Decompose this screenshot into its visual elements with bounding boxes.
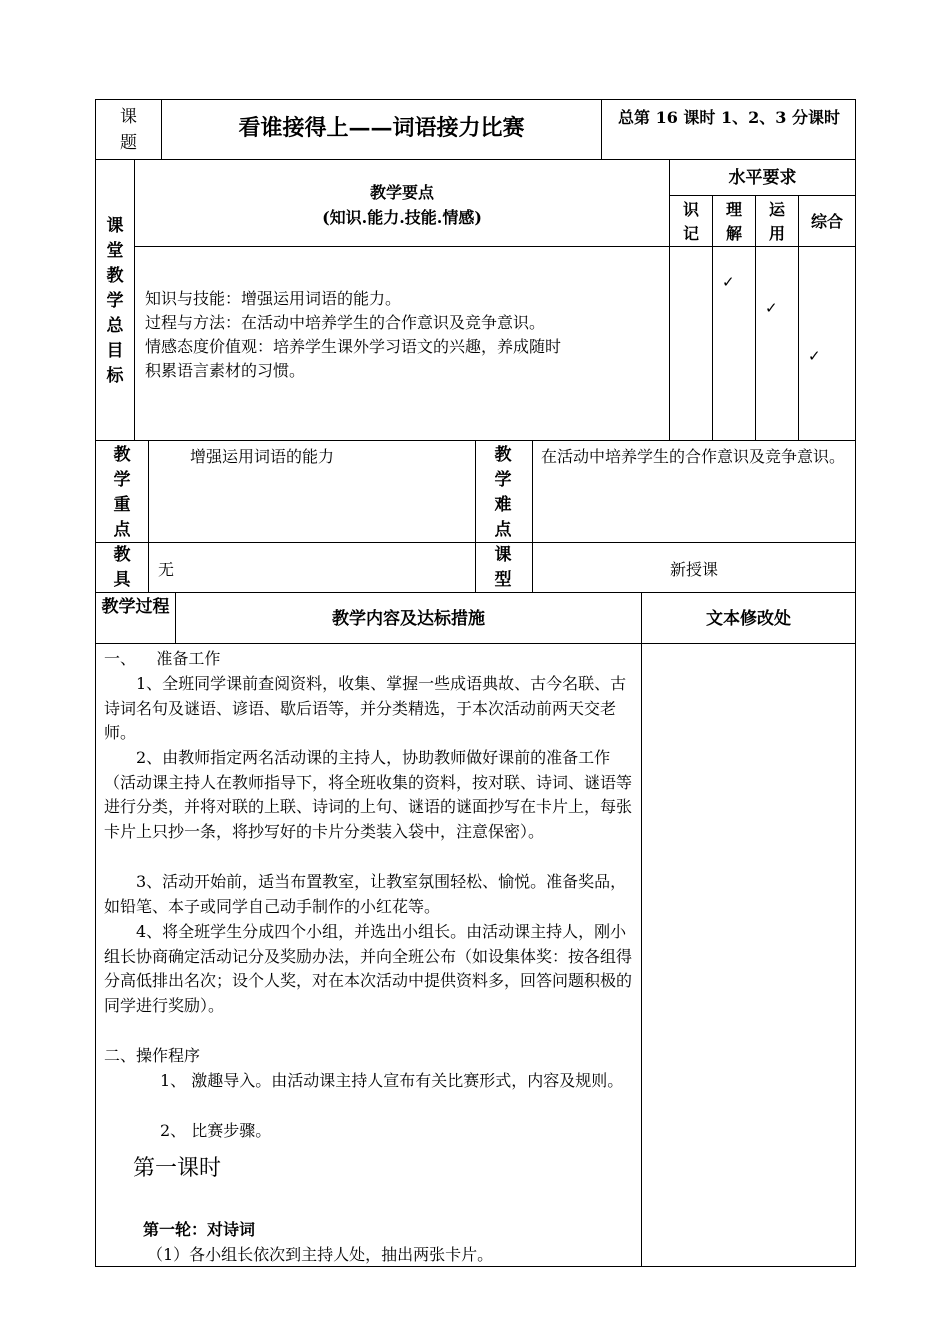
level-heading: 水平要求 [728,168,797,188]
lesson-hours: 总第 16 课时 1、2、3 分课时 [618,108,840,127]
prep-paragraph: 1、全班同学课前查阅资料，收集、掌握一些成语典故、古今名联、古诗词名句及谜语、谚语、歇后语等，并分类精选，于本次活动前两天交老师。 [104,674,627,743]
check-icon: ✓ [765,299,778,317]
objectives-side-label: 课堂教学总目标 [106,216,124,386]
divider [669,159,670,441]
table-border-left [95,99,96,1267]
divider [148,440,149,593]
procedure-step: 2、 比赛步骤。 [160,1121,272,1140]
procedure-step: 1、 激趣导入。由活动课主持人宣布有关比赛形式，内容及规则。 [160,1071,624,1090]
type-label: 课型 [494,545,512,590]
key-point-value: 增强运用词语的能力 [190,447,335,466]
level-col-remember: 识记 [682,200,699,243]
process-col-content: 教学内容及达标措施 [332,609,485,629]
lesson-title: 看谁接得上——词语接力比赛 [238,115,525,141]
check-icon: ✓ [722,273,735,291]
table-border-top [95,99,856,100]
divider [95,159,856,160]
prep-paragraph: 2、由教师指定两名活动课的主持人，协助教师做好课前的准备工作（活动课主持人在教师指导下，将全班收集的资料，按对联、诗词、谜语等进行分类，并将对联的上联、诗词的上句、谜语的谜面抄写在卡片上，每张卡片上只抄一条，将抄写好的卡片分类装入袋中，注意保密）。 [104,748,633,841]
section-procedure-title: 二、操作程序 [104,1046,201,1065]
type-value: 新授课 [669,560,718,579]
round-one-heading: 第一轮：对诗词 [143,1220,256,1239]
difficulty-value: 在活动中培养学生的合作意识及竞争意识。 [541,447,846,466]
divider [669,195,856,196]
level-col-synthesis: 综合 [810,212,843,231]
divider [95,592,856,593]
divider [712,195,713,441]
objective-line: 积累语言素材的习惯。 [145,361,306,380]
round-one-step: （1）各小组长依次到主持人处，抽出两张卡片。 [147,1245,494,1264]
divider [475,440,476,593]
divider [601,99,602,160]
divider [95,542,856,543]
objective-line: 情感态度价值观：培养学生课外学习语文的兴趣，养成随时 [145,337,562,356]
divider [755,195,756,441]
process-col-revision: 文本修改处 [706,609,791,629]
table-border-right [855,99,856,1267]
divider [641,592,642,1267]
divider [95,643,856,644]
points-heading: 教学要点 [369,183,434,202]
prep-paragraph: 3、活动开始前，适当布置教室，让教室氛围轻松、愉悦。准备奖品，如铅笔、本子或同学自己动手制作的小红花等。 [104,872,627,916]
topic-label: 课题 [120,107,137,153]
objective-line: 过程与方法：在活动中培养学生的合作意识及竞争意识。 [145,313,546,332]
level-col-apply: 运用 [768,200,785,243]
points-subheading: (知识.能力.技能.情感) [322,208,482,227]
level-col-understand: 理解 [725,200,742,243]
process-col-label: 教学过程 [101,597,170,617]
divider [134,246,856,247]
lesson-one-heading: 第一课时 [133,1156,222,1181]
section-prep-title: 一、 准备工作 [104,649,221,668]
prep-paragraph: 4、将全班学生分成四个小组，并选出小组长。由活动课主持人，刚小组长协商确定活动记分及奖励办法，并向全班公布（如设集体奖：按各组得分高低排出名次；设个人奖，对在本次活动中提供资料多，回答问题积极的同学进行奖励）。 [104,922,633,1015]
tools-label: 教具 [113,545,131,590]
key-point-label: 教学重点 [113,445,131,540]
difficulty-label: 教学难点 [494,445,512,540]
tools-value: 无 [158,560,175,579]
check-icon: ✓ [808,347,821,365]
objective-line: 知识与技能：增强运用词语的能力。 [145,289,402,308]
